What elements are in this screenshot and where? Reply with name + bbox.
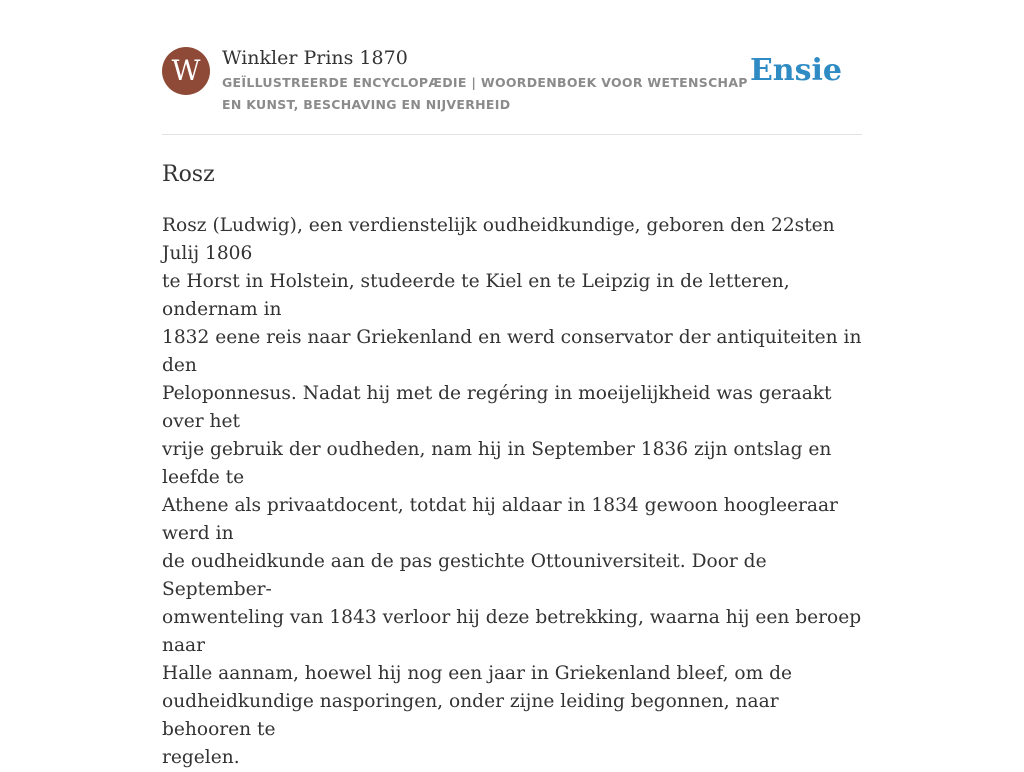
source-title[interactable]: Winkler Prins 1870 <box>222 47 408 69</box>
entry-page <box>162 0 862 768</box>
entry-title: Rosz <box>162 162 215 187</box>
source-avatar[interactable]: W <box>162 47 210 95</box>
entry-body: Rosz (Ludwig), een verdienstelijk oudheidkundige, geboren den 22sten Julij 1806 te Horst in Holstein, studeerde te Kiel en te Leipzig in de letteren, ondernam in 1832 eene reis naar Griekenland en werd conservator der antiquiteiten in den Peloponnesus. Nadat hij met de regéring in moeijelijkheid was geraakt over het vrije gebruik der oudheden, nam hij in September 1836 zijn ontslag en leefde te Athene als privaatdocent, totdat hij aldaar in 1834 gewoon hoogleeraar werd in de oudheidkunde aan de pas gestichte Ottouniversiteit. Door de September- omwenteling van 1843 verloor hij deze betrekking, waarna hij een beroep naar Halle aannam, hoewel hij nog een jaar in Griekenland bleef, om de oudheidkundige nasporingen, onder zijne leiding begonnen, naar behooren te regelen. <box>162 215 862 768</box>
source-subtitle: GEÏLLUSTREERDE ENCYCLOPÆDIE | WOORDENBOEK VOOR WETENSCHAP EN KUNST, BESCHAVING EN NIJVERHEID <box>222 75 748 112</box>
source-header <box>162 0 862 135</box>
ensie-logo[interactable]: Ensie <box>749 53 842 88</box>
